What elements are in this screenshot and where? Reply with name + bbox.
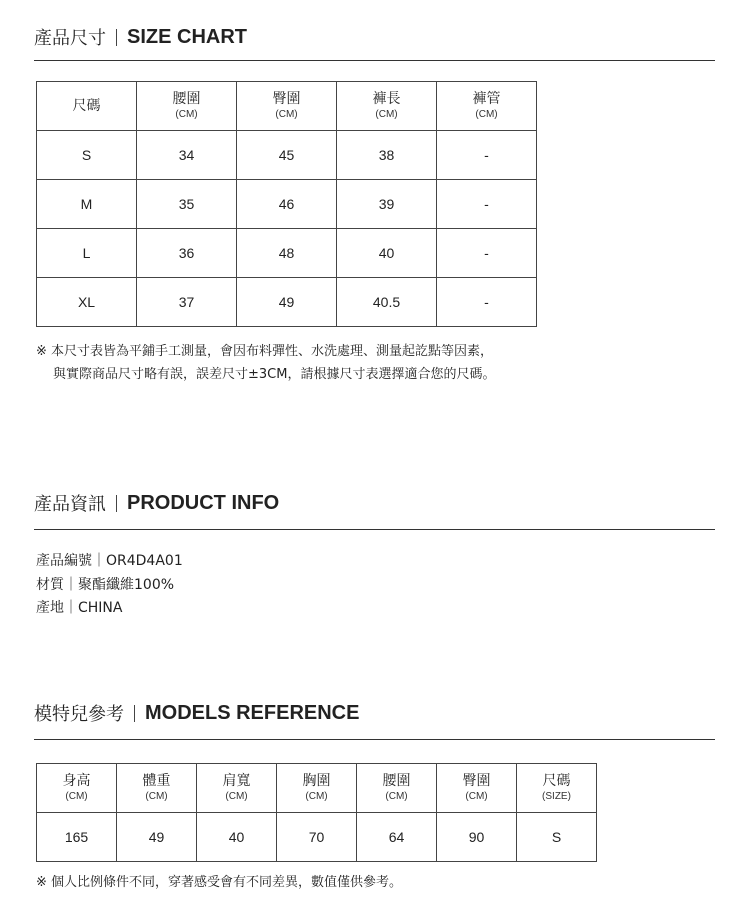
table-cell: S [517, 813, 597, 862]
leg-opening-header-unit: (CM) [475, 109, 498, 120]
chest-header-cell [277, 764, 357, 813]
title-divider [134, 705, 135, 722]
length-header-cell [337, 82, 437, 131]
hip-header-cell [437, 764, 517, 813]
length-header-label: 褲長 [372, 91, 401, 107]
table-cell: 64 [357, 813, 437, 862]
models-reference-title [34, 700, 359, 726]
length-header-unit: (CM) [375, 109, 398, 120]
table-cell: - [437, 278, 537, 327]
product-info-title [34, 490, 279, 516]
hip-header-label: 臀圍 [462, 773, 491, 789]
size-header-cell [517, 764, 597, 813]
model-table-header-row [37, 764, 597, 813]
weight-header-cell [117, 764, 197, 813]
table-cell: - [437, 229, 537, 278]
product-info-title-en: PRODUCT INFO [127, 491, 280, 514]
weight-header-label: 體重 [142, 773, 171, 789]
models-reference-rule [34, 739, 715, 740]
table-row [37, 180, 537, 229]
table-row [37, 278, 537, 327]
height-header-label: 身高 [62, 773, 91, 789]
leg-opening-header-cell [437, 82, 537, 131]
weight-header-unit: (CM) [145, 791, 168, 802]
size-header-cell [37, 82, 137, 131]
table-cell: - [437, 180, 537, 229]
size-note-line1: ※ 本尺寸表皆為平鋪手工測量，會因布料彈性、水洗處理、測量起訖點等因素， [36, 344, 494, 359]
product-number: 產品編號｜OR4D4A01 [36, 553, 183, 569]
table-row [37, 131, 537, 180]
hip-header-label: 臀圍 [272, 91, 301, 107]
product-info-title-cn: 產品資訊 [34, 494, 106, 515]
size-chart-title-en: SIZE CHART [127, 25, 247, 48]
product-material: 材質｜聚酯纖維100% [36, 577, 175, 593]
hip-header-unit: (CM) [465, 791, 488, 802]
table-row [37, 229, 537, 278]
table-cell: - [437, 131, 537, 180]
chest-header-unit: (CM) [305, 791, 328, 802]
table-cell: L [37, 229, 137, 278]
shoulder-header-cell [197, 764, 277, 813]
model-reference-table [36, 763, 597, 862]
title-divider [116, 495, 117, 512]
models-reference-title-cn: 模特兒參考 [34, 704, 124, 725]
waist-header-label: 腰圍 [172, 91, 201, 107]
table-cell: M [37, 180, 137, 229]
hip-header-unit: (CM) [275, 109, 298, 120]
table-cell: 49 [237, 278, 337, 327]
table-cell: 40 [197, 813, 277, 862]
size-table-header-row [37, 82, 537, 131]
title-divider [116, 29, 117, 46]
table-cell: 45 [237, 131, 337, 180]
shoulder-header-label: 肩寬 [222, 773, 251, 789]
table-row [37, 813, 597, 862]
size-chart-table [36, 81, 537, 327]
size-chart-rule [34, 60, 715, 61]
waist-header-cell [357, 764, 437, 813]
model-note: ※ 個人比例條件不同，穿著感受會有不同差異，數值僅供參考。 [36, 875, 403, 890]
hip-header-cell [237, 82, 337, 131]
table-cell: 165 [37, 813, 117, 862]
size-header-label: 尺碼 [72, 97, 101, 114]
table-cell: S [37, 131, 137, 180]
size-note-line2: 與實際商品尺寸略有誤，誤差尺寸±3CM，請根據尺寸表選擇適合您的尺碼。 [53, 367, 496, 382]
waist-header-unit: (CM) [175, 109, 198, 120]
product-info-rule [34, 529, 715, 530]
table-cell: 70 [277, 813, 357, 862]
product-origin: 產地｜CHINA [36, 600, 123, 616]
table-cell: 37 [137, 278, 237, 327]
table-cell: 39 [337, 180, 437, 229]
table-cell: 46 [237, 180, 337, 229]
table-cell: 49 [117, 813, 197, 862]
waist-header-label: 腰圍 [382, 773, 411, 789]
table-cell: 48 [237, 229, 337, 278]
size-header-label: 尺碼 [542, 773, 571, 789]
table-cell: 40.5 [337, 278, 437, 327]
size-header-unit: (SIZE) [542, 791, 571, 802]
table-cell: 34 [137, 131, 237, 180]
table-cell: XL [37, 278, 137, 327]
models-reference-title-en: MODELS REFERENCE [145, 701, 360, 724]
height-header-unit: (CM) [65, 791, 88, 802]
table-cell: 38 [337, 131, 437, 180]
table-cell: 90 [437, 813, 517, 862]
size-chart-title-cn: 產品尺寸 [34, 28, 106, 49]
waist-header-unit: (CM) [385, 791, 408, 802]
leg-opening-header-label: 褲管 [472, 91, 501, 107]
chest-header-label: 胸圍 [302, 773, 331, 789]
table-cell: 40 [337, 229, 437, 278]
shoulder-header-unit: (CM) [225, 791, 248, 802]
size-chart-title [34, 24, 247, 50]
table-cell: 36 [137, 229, 237, 278]
waist-header-cell [137, 82, 237, 131]
height-header-cell [37, 764, 117, 813]
table-cell: 35 [137, 180, 237, 229]
